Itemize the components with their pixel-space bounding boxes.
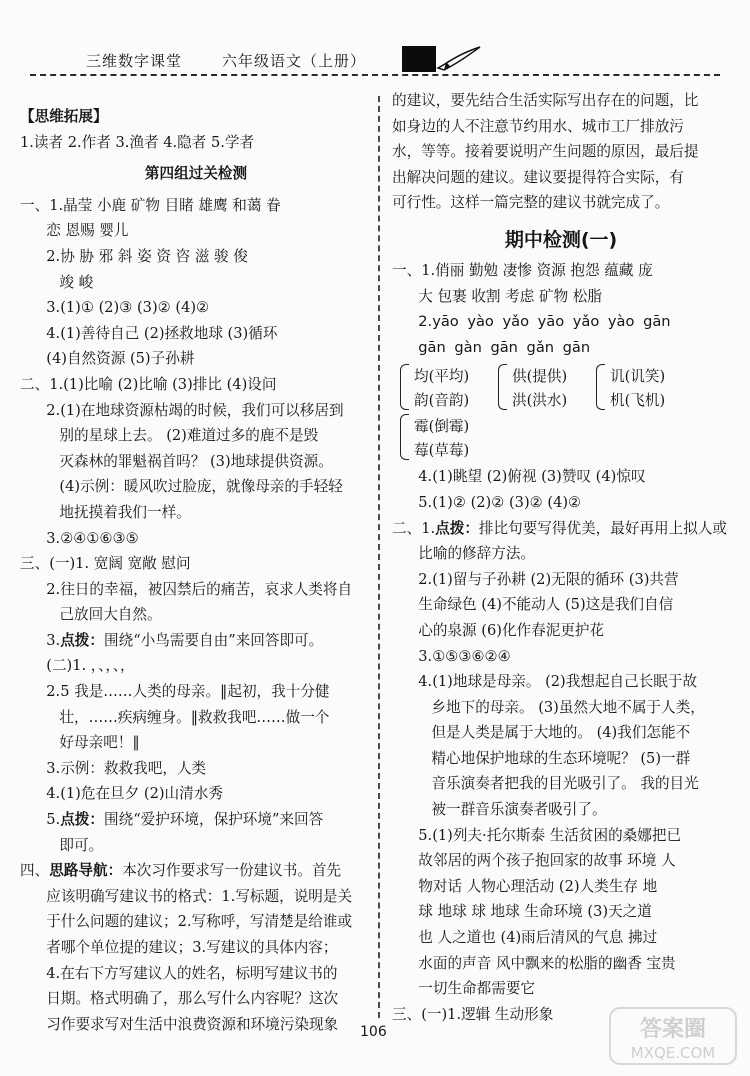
answer-line: 乡地下的母亲。 (3)虽然大地不属于人类， — [431, 698, 705, 716]
answer-line: 好母亲吧！‖ — [59, 734, 140, 752]
answer-line: 如身边的人不注意节约用水、城市工厂排放污 — [392, 117, 684, 135]
book-series-title: 三维数字课堂 — [86, 52, 183, 70]
answer-line: 也 人之道也 (4)雨后清风的气息 拂过 — [418, 929, 658, 947]
hint-label: 点拨： — [60, 811, 104, 829]
brace-item: 讥(讥笑) — [610, 368, 666, 386]
answer-line: 三、(一)1. 宽阔 宽敞 慰问 — [20, 555, 191, 573]
brace-item: 供(提供) — [512, 368, 568, 386]
answer-line: 一切生命都需要它 — [418, 980, 536, 998]
brace-item: 洪(洪水) — [512, 392, 568, 410]
answer-line: 1.读者 2.作者 3.渔者 4.隐者 5.学者 — [20, 133, 255, 151]
answer-line: 四、思路导航：本次习作要求写一份建议书。首先 — [20, 862, 342, 880]
answer-line: 5.(1)列夫·托尔斯泰 生活贫困的桑娜把已 — [418, 826, 682, 844]
answer-line: 己放回大自然。 — [59, 606, 162, 624]
hint-label: 点拨： — [435, 519, 479, 537]
svg-text:答案圈: 答案圈 — [639, 1017, 707, 1042]
page-header — [0, 44, 750, 74]
answer-line: 物对话 人物心理活动 (2)人类生存 地 — [418, 877, 658, 895]
answer-line: 音乐演奏者把我的目光吸引了。 我的目光 — [431, 775, 699, 793]
answer-line: 二、1.(1)比喻 (2)比喻 (3)排比 (4)设问 — [20, 375, 277, 393]
answer-line: 即可。 — [59, 836, 104, 854]
answer-line: 4.(1)善待自己 (2)拯救地球 (3)循环 — [46, 324, 278, 342]
answer-line: 2.5 我是……人类的母亲。‖起初，我十分健 — [46, 683, 330, 701]
answer-line: 恋 恩赐 婴儿 — [46, 222, 129, 240]
answer-line: 4.在右下方写建议人的姓名，标明写建议书的 — [46, 964, 338, 982]
answer-line: 出解决问题的建议。建议要提得符合实际，有 — [392, 168, 684, 186]
answer-line: 5.点拨：围绕“爱护环境，保护环境”来回答 — [46, 811, 324, 829]
answer-line: (4)示例：暖风吹过脸庞，就像母亲的手轻轻 — [59, 478, 343, 496]
answer-line: 于什么问题的建议；2.写称呼，写清楚是给谁或 — [46, 913, 353, 931]
column-divider — [378, 96, 380, 1018]
answer-line: 但是人类是属于大地的。 (4)我们怎能不 — [431, 724, 691, 742]
answer-line: 二、1.点拨：排比句要写得优美，最好再用上拟人或 — [392, 519, 728, 537]
answer-line: 心的泉源 (6)化作春泥更护花 — [418, 621, 605, 639]
answer-line: 4.(1)地球是母亲。 (2)我想起自己长眠于故 — [418, 673, 698, 691]
watermark-logo — [608, 1006, 738, 1066]
answer-line: 一、1.晶莹 小鹿 矿物 目睹 雄鹰 和蔼 眷 — [20, 196, 281, 214]
answer-line: 大 包裹 收割 考虑 矿物 松脂 — [418, 287, 602, 305]
answer-line: 3.点拨：围绕“小鸟需要自由”来回答即可。 — [46, 631, 324, 649]
answer-line: 3.示例：救救我吧，人类 — [46, 759, 207, 777]
page-number: 106 — [360, 1024, 387, 1040]
answer-line: 水，等等。接着要说明产生问题的原因，最后提 — [392, 143, 699, 161]
answer-line: 壮，……疾病缠身。‖救救我吧……做一个 — [59, 708, 330, 726]
answer-line: 3.②④①⑥③⑤ — [46, 529, 139, 547]
answer-line: 一、1.俏丽 勤勉 凄惨 资源 抱怨 蕴藏 庞 — [392, 261, 653, 279]
left-column — [20, 104, 372, 1037]
answer-line: 别的星球上去。 (2)难道过多的鹿不是毁 — [59, 427, 319, 445]
answer-line: 者哪个单位提的建议；3.写建议的具体内容； — [46, 939, 338, 956]
answer-line: 5.(1)② (2)② (3)② (4)② — [418, 493, 582, 511]
brace-mark — [400, 414, 409, 460]
answer-line: gān gàn gān gǎn gān — [418, 338, 591, 356]
answer-line: 3.(1)① (2)③ (3)② (4)② — [46, 299, 210, 317]
answer-line: 水面的声音 风中飘来的松脂的幽香 宝贵 — [418, 954, 676, 972]
brace-mark — [498, 364, 507, 410]
answer-line: 的建议，要先结合生活实际写出存在的问题，比 — [392, 92, 699, 109]
answer-line: 应该明确写建议书的格式：1.写标题，说明是关 — [46, 887, 353, 905]
book-volume-title: 六年级语文（上册） — [222, 52, 367, 70]
answer-line: 三、(一)1.逻辑 生动形象 — [392, 1005, 554, 1023]
header-decor-block — [402, 46, 436, 72]
svg-text:MXQE.COM: MXQE.COM — [630, 1044, 716, 1062]
answer-line: 精心地保护地球的生态环境呢？ (5)一群 — [431, 749, 691, 767]
answer-line: 4.(1)眺望 (2)俯视 (3)赞叹 (4)惊叹 — [418, 468, 646, 486]
answer-line: 2.往日的幸福，被囚禁后的痛苦，哀求人类将自 — [46, 580, 353, 598]
answer-line: 被一群音乐演奏者吸引了。 — [431, 801, 607, 819]
answer-line: 地抚摸着我们一样。 — [59, 503, 191, 521]
hint-label: 点拨： — [60, 631, 104, 649]
section-title: 期中检测(一) — [504, 228, 618, 251]
answer-line: 第四组过关检测 — [144, 165, 248, 183]
answer-line: 2.协 胁 邪 斜 姿 资 咨 滋 骏 俊 — [46, 247, 248, 265]
answer-line: 习作要求写对生活中浪费资源和环境污染现象 — [46, 1015, 339, 1033]
rocket-icon — [436, 44, 484, 72]
answer-line: 2.(1)留与子孙耕 (2)无限的循环 (3)共营 — [418, 570, 679, 588]
brace-item: 莓(草莓) — [414, 442, 470, 460]
brace-item: 霉(倒霉) — [414, 418, 470, 436]
answer-line: 比喻的修辞方法。 — [418, 545, 536, 563]
answer-line: 3.①⑤③⑥②④ — [418, 647, 511, 665]
brace-answer-block — [392, 360, 730, 464]
answer-line: 2.(1)在地球资源枯竭的时候，我们可以移居到 — [46, 401, 344, 419]
answer-line: 4.(1)危在旦夕 (2)山清水秀 — [46, 785, 223, 803]
right-column — [392, 88, 730, 1027]
answer-line: 生命绿色 (4)不能动人 (5)这是我们自信 — [418, 596, 674, 614]
brace-mark — [596, 364, 605, 410]
answer-line: 灭森林的罪魁祸首吗？ (3)地球提供资源。 — [59, 452, 333, 470]
brace-item: 均(平均) — [414, 368, 470, 386]
answer-line: (4)自然资源 (5)子孙耕 — [46, 350, 195, 368]
brace-item: 韵(音韵) — [414, 392, 470, 410]
answer-line: 球 地球 球 地球 生命环境 (3)天之道 — [418, 903, 652, 921]
hint-label: 思路导航： — [49, 862, 123, 880]
answer-line: 【思维拓展】 — [20, 108, 108, 125]
answer-line: 日期。格式明确了，那么写什么内容呢？这次 — [46, 990, 339, 1008]
answer-line: 可行性。这样一篇完整的建议书就完成了。 — [392, 194, 670, 212]
answer-line: 故邻居的两个孩子抱回家的故事 环境 人 — [418, 852, 676, 870]
answer-line: 竣 峻 — [59, 273, 94, 291]
answer-line: (二)1. ，、，、， — [46, 657, 135, 675]
answer-line: 2.yāo yào yǎo yāo yǎo yào gān — [418, 313, 671, 331]
header-divider — [30, 74, 720, 76]
brace-item: 机(飞机) — [610, 392, 666, 410]
brace-mark — [400, 364, 409, 410]
